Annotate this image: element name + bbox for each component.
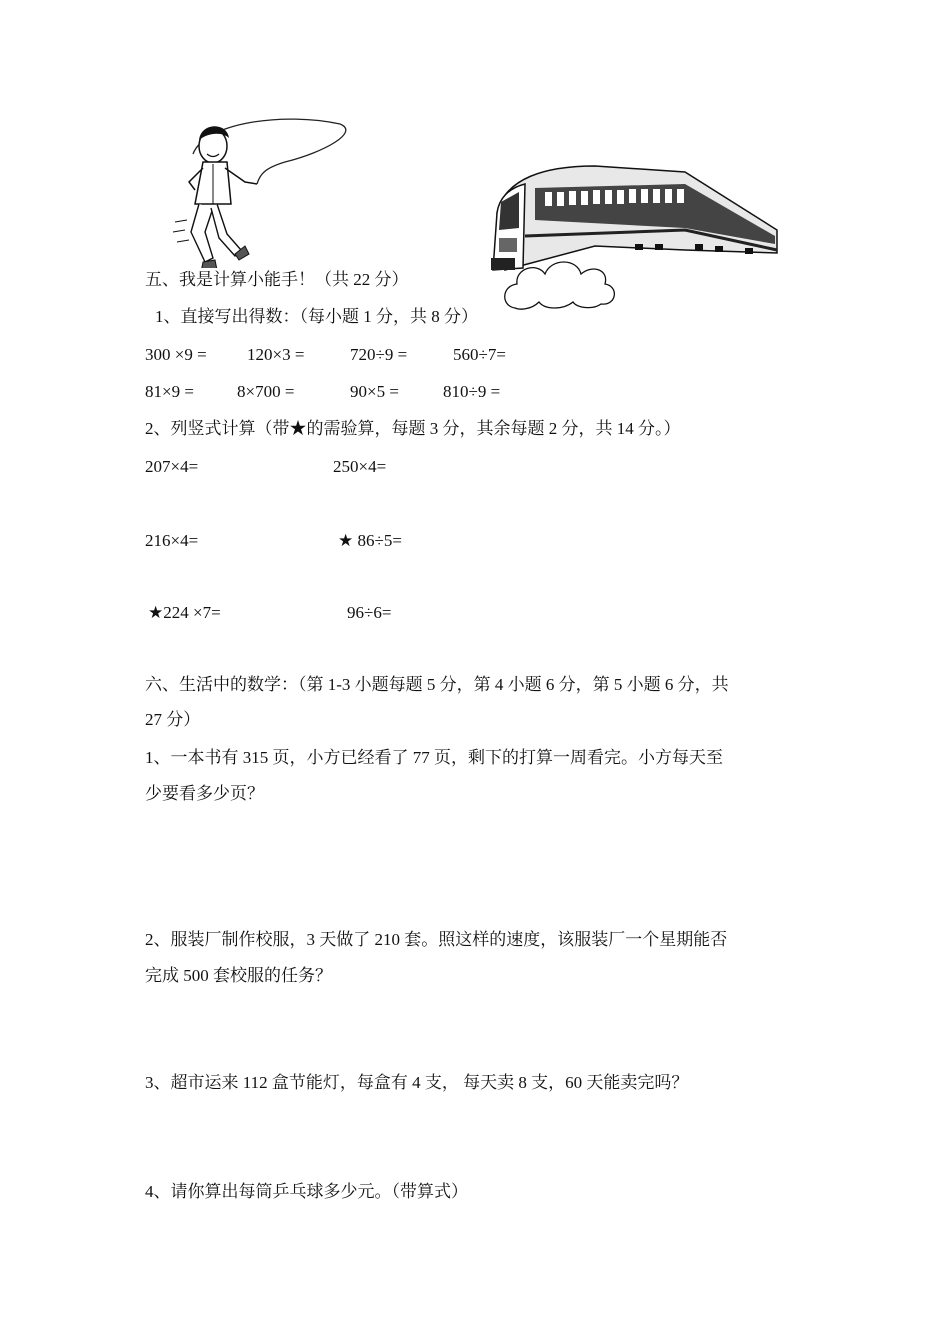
question-1-title: 1、直接写出得数：（每小题 1 分，共 8 分） bbox=[155, 305, 478, 329]
vertical-calc-item: 96÷6= bbox=[347, 603, 392, 622]
problem-2-line-2: 完成 500 套校服的任务？ bbox=[145, 966, 332, 985]
mental-math-item: 810÷9 = bbox=[443, 382, 501, 401]
vertical-calc-item: 207×4= bbox=[145, 457, 199, 476]
mental-math-item: 8×700 = bbox=[237, 382, 295, 401]
mental-math-item: 120×3 = bbox=[247, 345, 305, 364]
section-5-title: 五、我是计算小能手！（共 22 分） bbox=[145, 268, 409, 292]
problem-2-line-1: 2、服装厂制作校服，3 天做了 210 套。照这样的速度，该服装厂一个星期能否 bbox=[145, 930, 728, 949]
mental-math-item: 81×9 = bbox=[145, 382, 194, 401]
mental-math-item: 90×5 = bbox=[350, 382, 399, 401]
section-6-title-line-2: 27 分） bbox=[145, 710, 201, 729]
vertical-calc-item: 250×4= bbox=[333, 457, 387, 476]
high-speed-train-illustration bbox=[485, 158, 785, 310]
problem-3: 3、超市运来 112 盒节能灯，每盒有 4 支， 每天卖 8 支，60 天能卖完吗？ bbox=[145, 1073, 689, 1092]
problem-1-line-2: 少要看多少页？ bbox=[145, 784, 264, 803]
mental-math-item: 300 ×9 = bbox=[145, 345, 207, 364]
mental-math-item: 560÷7= bbox=[453, 345, 506, 364]
problem-4: 4、请你算出每筒乒乓球多少元。（带算式） bbox=[145, 1182, 468, 1201]
vertical-calc-item: ★ 86÷5= bbox=[338, 531, 402, 550]
section-6-title-line-1: 六、生活中的数学：（第 1-3 小题每题 5 分，第 4 小题 6 分，第 5 小题 6 分，共 bbox=[145, 675, 729, 694]
boy-skipping-rope-illustration bbox=[165, 112, 355, 282]
vertical-calc-item: 216×4= bbox=[145, 531, 199, 550]
vertical-calc-item: ★224 ×7= bbox=[148, 603, 221, 622]
mental-math-item: 720÷9 = bbox=[350, 345, 408, 364]
problem-1-line-1: 1、一本书有 315 页，小方已经看了 77 页，剩下的打算一周看完。小方每天至 bbox=[145, 748, 723, 767]
question-2-title: 2、列竖式计算（带★的需验算，每题 3 分，其余每题 2 分，共 14 分。） bbox=[145, 419, 681, 438]
